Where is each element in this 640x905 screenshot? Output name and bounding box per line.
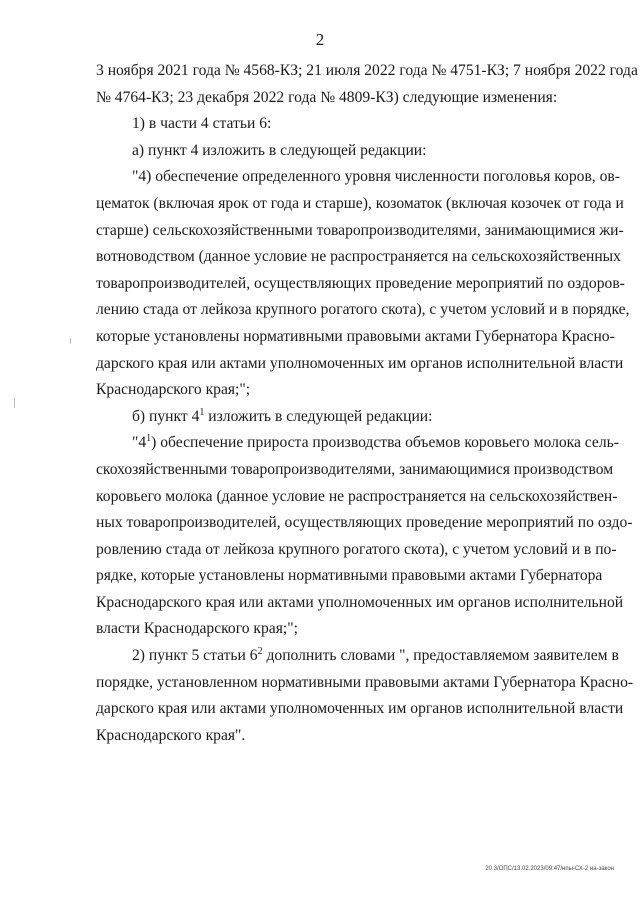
text-line: рядке, которые установлены нормативными правовыми актами Губернатора	[96, 567, 603, 585]
text-line: дарского края или актами уполномоченных им органов исполнительной власти	[96, 700, 624, 718]
text-line: Краснодарского края".	[96, 726, 246, 744]
text-line: дарского края или актами уполномоченных им органов исполнительной власти	[96, 354, 624, 372]
text-line: "4) обеспечение определенного уровня численности поголовья коров, ов-	[132, 168, 620, 186]
text-line: коровьего молока (данное условие не распространяется на сельскохозяйствен-	[96, 487, 618, 505]
text-line: старше) сельскохозяйственными товаропроизводителями, занимающимися жи-	[96, 221, 624, 239]
text-line: № 4764-КЗ; 23 декабря 2022 года № 4809-КЗ) следующие изменения:	[96, 88, 558, 106]
text-line: а) пункт 4 изложить в следующей редакции:	[132, 141, 427, 159]
text-line: ровлению стада от лейкоза крупного рогатого скота), с учетом условий и в по-	[96, 540, 617, 558]
paragraph-block-1	[96, 58, 638, 404]
text-line: Краснодарского края или актами уполномоченных им органов исполнительной	[96, 593, 624, 611]
point-2-line: 2) пункт 5 статьи $6^2$ дополнить словами ", предоставляемом заявителем в	[132, 645, 619, 665]
text-line: ных товаропроизводителей, осуществляющих проведение мероприятий по оздо-	[96, 514, 633, 532]
text-line: 3 ноября 2021 года № 4568-КЗ; 21 июля 2022 года № 4751-КЗ; 7 ноября 2022 года	[96, 62, 638, 79]
text-line: власти Краснодарского края;";	[96, 620, 298, 638]
text-line: 1) в части 4 статьи 6:	[132, 115, 272, 133]
text-line: цематок (включая ярок от года и старше), козоматок (включая козочек от года и	[96, 194, 624, 212]
subpoint-b-line: б) пункт $4^1$ изложить в следующей редакции:	[132, 406, 433, 425]
text-line: вотноводством (данное условие не распространяется на сельскохозяйственных	[96, 248, 621, 266]
document-body	[96, 58, 638, 749]
scan-mark	[14, 398, 15, 408]
text-line: Краснодарского края;";	[96, 381, 251, 399]
text-line: лению стада от лейкоза крупного рогатого скота), с учетом условий и в порядке,	[96, 301, 630, 319]
text-line: товаропроизводителей, осуществляющих проведение мероприятий по оздоров-	[96, 274, 625, 292]
paragraph-block-3	[96, 670, 634, 750]
text-line: скохозяйственными товаропроизводителями, занимающимися производством	[96, 460, 614, 478]
scan-mark	[70, 338, 71, 344]
footer-code: 20.3/ОПС/13.02.2023/09:47/нпы-СХ-2 на-закон	[485, 866, 614, 872]
paragraph-block-2	[96, 457, 633, 643]
text-line: которые установлены нормативными правовыми актами Губернатора Красно-	[96, 327, 615, 345]
page-number: 2	[315, 30, 325, 49]
text-line: порядке, установленном нормативными правовыми актами Губернатора Красно-	[96, 673, 634, 691]
quote-point-41-line: "$4^1$) обеспечение прироста производства объемов коровьего молока сель-	[132, 433, 619, 452]
